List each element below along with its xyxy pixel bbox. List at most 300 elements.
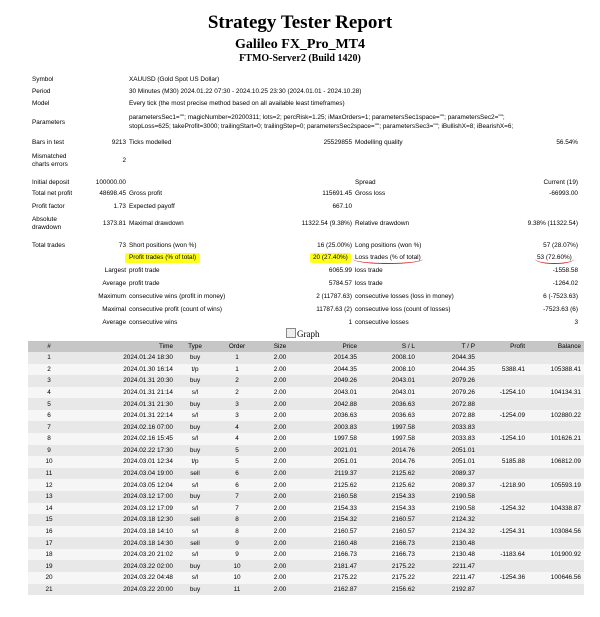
table-row <box>28 503 584 515</box>
deal-price: 2162.87 <box>300 584 360 596</box>
total-trades-value: 73 <box>118 242 126 249</box>
table-row <box>28 491 584 503</box>
deal-sl: 2166.73 <box>360 549 418 561</box>
deal-time: 2024.03.18 14:30 <box>70 537 176 549</box>
col-header-number: # <box>28 341 70 352</box>
deal-size: 2.00 <box>260 456 300 468</box>
avg-consecutive-label: Average <box>102 319 126 326</box>
deal-tp: 2033.83 <box>418 433 478 445</box>
deal-tp: 2190.58 <box>418 503 478 515</box>
deal-profit <box>478 491 528 503</box>
deal-size: 2.00 <box>260 514 300 526</box>
table-row <box>28 468 584 480</box>
deal-size: 2.00 <box>260 526 300 538</box>
largest-loss-label: loss trade <box>355 267 383 274</box>
table-row <box>28 445 584 457</box>
deal-order: 3 <box>214 410 260 422</box>
relative-drawdown-value: 9.38% (11322.54) <box>527 220 578 227</box>
maximum-label: Maximum <box>98 293 126 300</box>
long-positions-value: 57 (28.07%) <box>543 242 578 249</box>
deal-profit: -1254.32 <box>478 503 528 515</box>
deal-type: s/l <box>176 549 214 561</box>
col-header-sl: S / L <box>360 341 418 352</box>
avg-consecutive-wins-label: consecutive wins <box>129 319 178 326</box>
deal-profit: -1254.10 <box>478 387 528 399</box>
deal-size: 2.00 <box>260 491 300 503</box>
deal-time: 2024.03.12 17:09 <box>70 503 176 515</box>
deal-price: 1997.58 <box>300 433 360 445</box>
model-value: Every tick (the most precise method based on all available least timeframes) <box>129 100 345 107</box>
table-row <box>28 537 584 549</box>
deals-table <box>28 341 584 595</box>
average-loss-label: loss trade <box>355 280 383 287</box>
deal-number: 4 <box>28 387 70 399</box>
deal-number: 10 <box>28 456 70 468</box>
deal-time: 2024.03.04 19:00 <box>70 468 176 480</box>
profit-trades-value: 20 (27.40%) <box>310 253 351 263</box>
deal-tp: 2130.48 <box>418 549 478 561</box>
largest-label: Largest <box>104 267 126 274</box>
report-title: Strategy Tester Report <box>207 12 393 33</box>
deal-order: 1 <box>214 364 260 376</box>
deal-sl: 2008.10 <box>360 364 418 376</box>
deal-price: 2160.48 <box>300 537 360 549</box>
deal-tp: 2079.26 <box>418 375 478 387</box>
deal-profit: -1254.09 <box>478 410 528 422</box>
deal-number: 21 <box>28 584 70 596</box>
deal-balance: 100646.56 <box>528 572 584 584</box>
mismatch-value: 2 <box>122 157 126 164</box>
deal-sl: 1997.58 <box>360 421 418 433</box>
ticks-label: Ticks modelled <box>129 139 172 146</box>
total-trades-label: Total trades <box>32 242 66 249</box>
deal-price: 2166.73 <box>300 549 360 561</box>
col-header-price: Price <box>300 341 360 352</box>
deal-profit <box>478 352 528 364</box>
deal-number: 15 <box>28 514 70 526</box>
deal-size: 2.00 <box>260 445 300 457</box>
deal-tp: 2192.87 <box>418 584 478 596</box>
deal-profit: 5185.88 <box>478 456 528 468</box>
deal-sl: 2160.57 <box>360 514 418 526</box>
max-consecutive-wins-value: 2 (11787.63) <box>316 293 352 300</box>
table-row <box>28 421 584 433</box>
deal-order: 2 <box>214 375 260 387</box>
graph-image <box>286 328 320 339</box>
deal-number: 13 <box>28 491 70 503</box>
deal-price: 2181.47 <box>300 560 360 572</box>
table-row <box>28 352 584 364</box>
deal-type: sell <box>176 537 214 549</box>
deal-size: 2.00 <box>260 537 300 549</box>
expected-payoff-label: Expected payoff <box>129 203 175 210</box>
deal-balance: 105593.19 <box>528 479 584 491</box>
expected-payoff-value: 667.10 <box>332 203 352 210</box>
table-row <box>28 479 584 491</box>
deal-order: 9 <box>214 537 260 549</box>
server-name: FTMO-Server2 (Build 1420) <box>239 53 361 64</box>
deal-size: 2.00 <box>260 549 300 561</box>
table-row <box>28 387 584 399</box>
deal-type: buy <box>176 421 214 433</box>
deal-profit <box>478 584 528 596</box>
bars-label: Bars in test <box>32 139 64 146</box>
deal-balance: 104134.31 <box>528 387 584 399</box>
deal-number: 20 <box>28 572 70 584</box>
deal-profit: -1254.10 <box>478 433 528 445</box>
average-label: Average <box>102 280 126 287</box>
spread-value: Current (19) <box>543 179 578 186</box>
deal-type: s/l <box>176 479 214 491</box>
table-row <box>28 549 584 561</box>
deal-type: s/l <box>176 387 214 399</box>
deal-sl: 2014.76 <box>360 445 418 457</box>
deal-tp: 2044.35 <box>418 364 478 376</box>
deal-size: 2.00 <box>260 560 300 572</box>
col-header-type: Type <box>176 341 214 352</box>
deal-order: 8 <box>214 514 260 526</box>
deal-tp: 2089.37 <box>418 479 478 491</box>
deal-time: 2024.03.22 02:00 <box>70 560 176 572</box>
absolute-drawdown-label-2: drawdown <box>32 224 62 231</box>
maximal-drawdown-label: Maximal drawdown <box>129 220 184 227</box>
deal-time: 2024.03.22 04:48 <box>70 572 176 584</box>
gross-profit-value: 115691.45 <box>322 190 352 197</box>
deal-tp: 2124.32 <box>418 514 478 526</box>
table-row <box>28 584 584 596</box>
table-row <box>28 456 584 468</box>
deal-order: 6 <box>214 479 260 491</box>
loss-trades-label: Loss trades (% of total) <box>353 254 423 264</box>
parameters-line-2: stopLoss=625; takeProfit=3000; trailingStart=0; trailingStep=0; parametersSec2space=""; parametersSec3=""; iBullishX=8; iBearishX=6; <box>129 123 514 130</box>
broken-image-icon <box>286 328 296 338</box>
deal-profit: -1218.90 <box>478 479 528 491</box>
deal-order: 5 <box>214 456 260 468</box>
deal-size: 2.00 <box>260 421 300 433</box>
deal-number: 17 <box>28 537 70 549</box>
deal-type: s/l <box>176 526 214 538</box>
deal-balance: 101900.92 <box>528 549 584 561</box>
deal-order: 1 <box>214 352 260 364</box>
short-positions-label: Short positions (won %) <box>129 242 197 249</box>
deal-balance: 106812.09 <box>528 456 584 468</box>
maximal-consecutive-loss-value: -7523.63 (6) <box>543 306 578 313</box>
deal-price: 2049.26 <box>300 375 360 387</box>
deal-time: 2024.03.01 12:34 <box>70 456 176 468</box>
table-row <box>28 433 584 445</box>
deal-size: 2.00 <box>260 468 300 480</box>
col-header-time: Time <box>70 341 176 352</box>
deal-tp: 2089.37 <box>418 468 478 480</box>
deal-profit <box>478 560 528 572</box>
deal-order: 7 <box>214 491 260 503</box>
deal-time: 2024.03.18 12:30 <box>70 514 176 526</box>
col-header-tp: T / P <box>418 341 478 352</box>
deal-number: 19 <box>28 560 70 572</box>
deal-price: 2051.01 <box>300 456 360 468</box>
deal-price: 2160.58 <box>300 491 360 503</box>
deal-type: buy <box>176 352 214 364</box>
deal-time: 2024.02.22 17:30 <box>70 445 176 457</box>
profit-trades-label: Profit trades (% of total) <box>125 253 200 263</box>
maximal-label: Maximal <box>102 306 126 313</box>
col-header-balance: Balance <box>528 341 584 352</box>
maximal-consecutive-loss-label: consecutive loss (count of losses) <box>355 306 451 313</box>
profit-factor-value: 1.73 <box>113 203 126 210</box>
graph-alt-text: Graph <box>297 329 320 339</box>
deal-balance <box>528 375 584 387</box>
deal-profit <box>478 421 528 433</box>
spread-label: Spread <box>355 179 376 186</box>
deal-size: 2.00 <box>260 503 300 515</box>
deal-balance <box>528 537 584 549</box>
deal-profit <box>478 537 528 549</box>
deal-balance <box>528 352 584 364</box>
deal-profit <box>478 468 528 480</box>
deal-price: 2003.83 <box>300 421 360 433</box>
deal-size: 2.00 <box>260 398 300 410</box>
deal-order: 11 <box>214 584 260 596</box>
deal-sl: 2036.63 <box>360 410 418 422</box>
deal-size: 2.00 <box>260 375 300 387</box>
deal-tp: 2130.48 <box>418 537 478 549</box>
deal-order: 7 <box>214 503 260 515</box>
average-profit-label: profit trade <box>129 280 160 287</box>
deals-body <box>28 352 584 595</box>
deal-price: 2125.62 <box>300 479 360 491</box>
deal-type: sell <box>176 514 214 526</box>
deal-price: 2119.37 <box>300 468 360 480</box>
deal-sl: 2154.33 <box>360 503 418 515</box>
mismatch-label-2: charts errors <box>32 161 68 168</box>
deal-time: 2024.01.31 20:30 <box>70 375 176 387</box>
deal-price: 2021.01 <box>300 445 360 457</box>
deal-price: 2044.35 <box>300 364 360 376</box>
deal-size: 2.00 <box>260 479 300 491</box>
deal-tp: 2044.35 <box>418 352 478 364</box>
deal-type: t/p <box>176 364 214 376</box>
table-row <box>28 572 584 584</box>
largest-profit-value: 6065.99 <box>328 267 352 274</box>
deal-number: 1 <box>28 352 70 364</box>
deal-tp: 2033.83 <box>418 421 478 433</box>
deal-order: 8 <box>214 526 260 538</box>
deal-sl: 2154.33 <box>360 491 418 503</box>
deal-type: s/l <box>176 503 214 515</box>
deal-balance <box>528 445 584 457</box>
bars-value: 9213 <box>111 139 126 146</box>
deal-order: 3 <box>214 398 260 410</box>
deal-number: 2 <box>28 364 70 376</box>
avg-consecutive-losses-value: 3 <box>574 319 578 326</box>
deal-balance: 103084.56 <box>528 526 584 538</box>
maximal-consecutive-profit-value: 11787.63 (2) <box>316 306 352 313</box>
parameters-line-1: parametersSec1=""; magicNumber=20200311; lots=2; percRisk=1.25; iMaxOrders=1; parametersSec1space=""; parametersSec2=""; <box>129 114 505 121</box>
deal-sl: 2125.62 <box>360 468 418 480</box>
deal-size: 2.00 <box>260 584 300 596</box>
deal-size: 2.00 <box>260 410 300 422</box>
deal-tp: 2051.01 <box>418 445 478 457</box>
deal-sl: 2043.01 <box>360 375 418 387</box>
deal-type: buy <box>176 398 214 410</box>
deal-order: 6 <box>214 468 260 480</box>
deal-balance <box>528 398 584 410</box>
deal-type: s/l <box>176 410 214 422</box>
deal-size: 2.00 <box>260 364 300 376</box>
deal-sl: 2125.62 <box>360 479 418 491</box>
average-profit-value: 5784.57 <box>328 280 352 287</box>
deal-balance: 104338.87 <box>528 503 584 515</box>
deal-time: 2024.01.30 16:14 <box>70 364 176 376</box>
deal-number: 5 <box>28 398 70 410</box>
deal-price: 2175.22 <box>300 572 360 584</box>
average-loss-value: -1264.02 <box>552 280 578 287</box>
deal-sl: 2014.76 <box>360 456 418 468</box>
deal-balance <box>528 421 584 433</box>
deal-balance: 102880.22 <box>528 410 584 422</box>
deal-time: 2024.02.16 15:45 <box>70 433 176 445</box>
deal-profit: -1254.36 <box>478 572 528 584</box>
deal-order: 10 <box>214 572 260 584</box>
deal-sl: 2175.22 <box>360 572 418 584</box>
deal-tp: 2124.32 <box>418 526 478 538</box>
deal-sl: 1997.58 <box>360 433 418 445</box>
col-header-order: Order <box>214 341 260 352</box>
profit-factor-label: Profit factor <box>32 203 65 210</box>
table-row <box>28 560 584 572</box>
deal-type: buy <box>176 560 214 572</box>
deal-balance <box>528 514 584 526</box>
deal-number: 8 <box>28 433 70 445</box>
table-row <box>28 514 584 526</box>
deal-balance <box>528 468 584 480</box>
deals-header-row <box>28 341 584 352</box>
deal-size: 2.00 <box>260 387 300 399</box>
deal-number: 16 <box>28 526 70 538</box>
table-row <box>28 410 584 422</box>
deal-profit: -1183.64 <box>478 549 528 561</box>
deal-balance <box>528 560 584 572</box>
symbol-value: XAUUSD (Gold Spot US Dollar) <box>129 76 220 83</box>
deal-profit: -1254.31 <box>478 526 528 538</box>
maximal-drawdown-value: 11322.54 (9.38%) <box>301 220 352 227</box>
initial-deposit-label: Initial deposit <box>32 179 70 186</box>
deal-sl: 2043.01 <box>360 387 418 399</box>
long-positions-label: Long positions (won %) <box>355 242 422 249</box>
deal-tp: 2211.47 <box>418 572 478 584</box>
deal-size: 2.00 <box>260 572 300 584</box>
expert-name: Galileo FX_Pro_MT4 <box>235 37 365 52</box>
deal-type: buy <box>176 445 214 457</box>
deal-profit <box>478 514 528 526</box>
modelling-quality-value: 56.54% <box>556 139 578 146</box>
deal-number: 12 <box>28 479 70 491</box>
deal-time: 2024.01.31 22:14 <box>70 410 176 422</box>
deal-price: 2043.01 <box>300 387 360 399</box>
deal-type: t/p <box>176 456 214 468</box>
net-profit-value: 48698.45 <box>99 190 126 197</box>
deal-sl: 2036.63 <box>360 398 418 410</box>
deal-time: 2024.03.12 17:00 <box>70 491 176 503</box>
deal-time: 2024.01.31 21:30 <box>70 398 176 410</box>
absolute-drawdown-value: 1373.81 <box>102 220 126 227</box>
deal-price: 2160.57 <box>300 526 360 538</box>
deal-profit: 5388.41 <box>478 364 528 376</box>
deal-number: 18 <box>28 549 70 561</box>
loss-trades-value: 53 (72.60%) <box>535 254 574 264</box>
deal-sl: 2175.22 <box>360 560 418 572</box>
deal-price: 2154.33 <box>300 503 360 515</box>
deal-type: buy <box>176 491 214 503</box>
deal-type: s/l <box>176 433 214 445</box>
deal-time: 2024.03.22 20:00 <box>70 584 176 596</box>
deal-order: 4 <box>214 421 260 433</box>
gross-loss-value: -66993.00 <box>549 190 578 197</box>
deal-number: 9 <box>28 445 70 457</box>
avg-consecutive-wins-value: 1 <box>348 319 352 326</box>
deal-balance <box>528 584 584 596</box>
period-label: Period <box>32 88 51 95</box>
deal-tp: 2072.88 <box>418 398 478 410</box>
deal-price: 2036.63 <box>300 410 360 422</box>
deal-balance: 101626.21 <box>528 433 584 445</box>
deal-tp: 2051.01 <box>418 456 478 468</box>
deal-number: 7 <box>28 421 70 433</box>
col-header-profit: Profit <box>478 341 528 352</box>
deal-balance: 105388.41 <box>528 364 584 376</box>
absolute-drawdown-label-1: Absolute <box>32 216 57 223</box>
col-header-size: Size <box>260 341 300 352</box>
maximal-consecutive-profit-label: consecutive profit (count of wins) <box>129 306 223 313</box>
model-label: Model <box>32 100 50 107</box>
parameters-label: Parameters <box>32 119 66 126</box>
table-row <box>28 375 584 387</box>
deal-order: 2 <box>214 387 260 399</box>
deal-time: 2024.03.20 21:02 <box>70 549 176 561</box>
net-profit-label: Total net profit <box>32 190 73 197</box>
deal-order: 10 <box>214 560 260 572</box>
deal-price: 2042.88 <box>300 398 360 410</box>
deal-profit <box>478 445 528 457</box>
deal-price: 2014.35 <box>300 352 360 364</box>
deal-order: 5 <box>214 445 260 457</box>
deal-type: buy <box>176 584 214 596</box>
deal-price: 2154.32 <box>300 514 360 526</box>
mismatch-label-1: Mismatched <box>32 153 67 160</box>
max-consecutive-wins-label: consecutive wins (profit in money) <box>129 293 226 300</box>
deal-sl: 2160.57 <box>360 526 418 538</box>
deal-profit <box>478 375 528 387</box>
gross-profit-label: Gross profit <box>129 190 163 197</box>
deal-time: 2024.01.24 18:30 <box>70 352 176 364</box>
gross-loss-label: Gross loss <box>355 190 386 197</box>
table-row <box>28 364 584 376</box>
table-row <box>28 398 584 410</box>
deal-size: 2.00 <box>260 433 300 445</box>
max-consecutive-losses-value: 6 (-7523.63) <box>543 293 578 300</box>
max-consecutive-losses-label: consecutive losses (loss in money) <box>355 293 454 300</box>
modelling-quality-label: Modelling quality <box>355 139 403 146</box>
ticks-value: 25529855 <box>323 139 352 146</box>
deal-sl: 2008.10 <box>360 352 418 364</box>
deal-balance <box>528 491 584 503</box>
deal-number: 3 <box>28 375 70 387</box>
deal-order: 9 <box>214 549 260 561</box>
deal-order: 4 <box>214 433 260 445</box>
initial-deposit-value: 100000.00 <box>95 179 126 186</box>
deal-number: 6 <box>28 410 70 422</box>
deal-type: sell <box>176 468 214 480</box>
